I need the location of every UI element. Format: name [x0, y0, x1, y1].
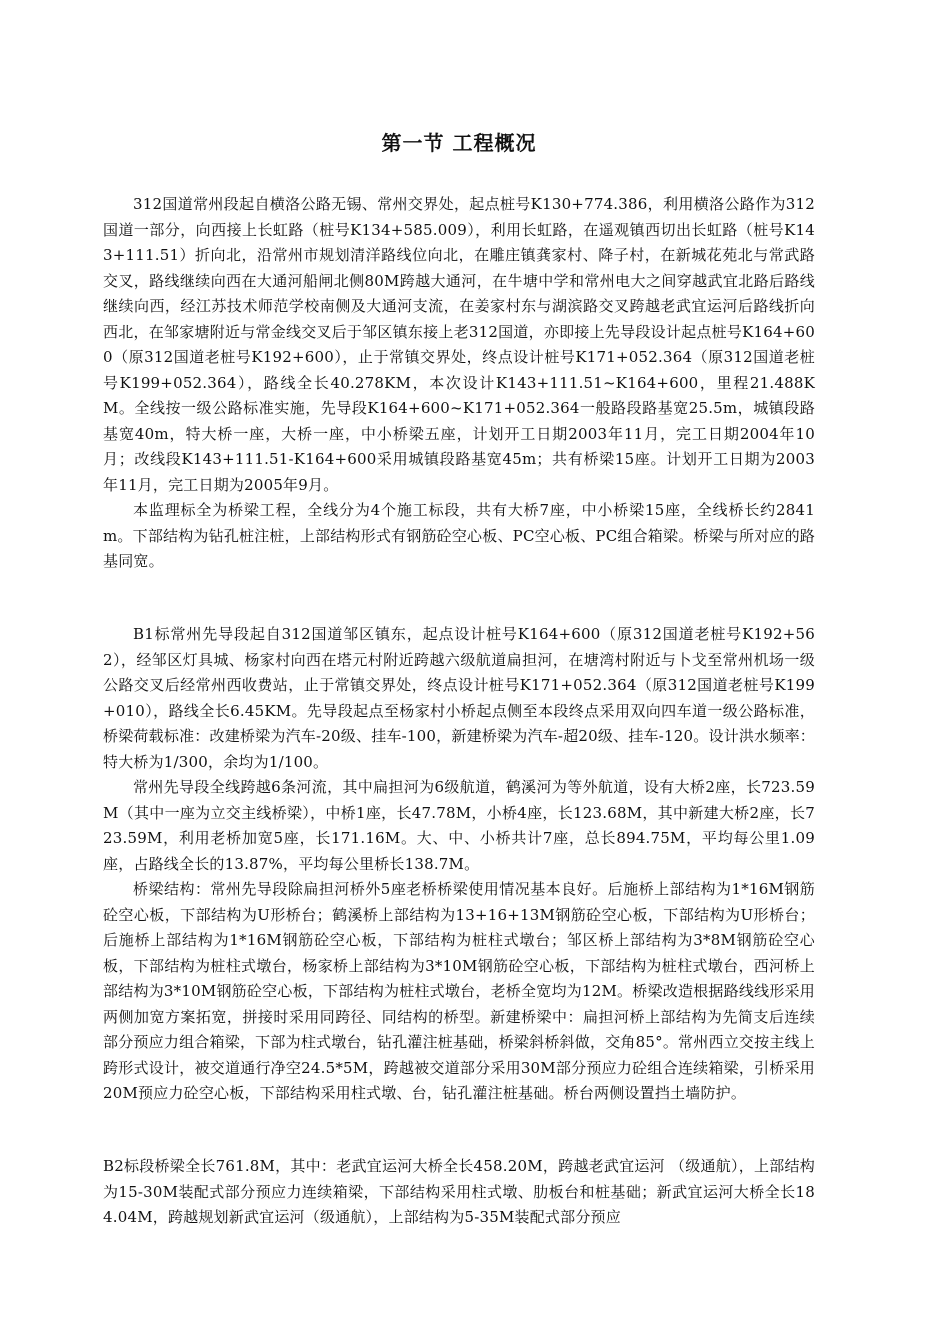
paragraph-b2-bridges: B2标段桥梁全长761.8M，其中：老武宜运河大桥全长458.20M，跨越老武宜运河 （级通航），上部结构为15-30M装配式部分预应力连续箱梁，下部结构采用柱式墩、肋板台和桩基础；新武宜运河大桥全长184.04M，跨越规划新武宜运河（级通航），上部结构为5-35M装配式部分预应 [103, 1157, 815, 1226]
paragraph-b1-bridge-structure: 桥梁结构：常州先导段除扁担河桥外5座老桥桥梁使用情况基本良好。后施桥上部结构为1*16M钢筋砼空心板，下部结构为U形桥台；鹤溪桥上部结构为13+16+13M钢筋砼空心板，下部结构为U形桥台；后施桥上部结构为1*16M钢筋砼空心板，下部结构为桩柱式墩台；邹区桥上部结构为3*8M钢筋砼空心板，下部结构为桩柱式墩台，杨家桥上部结构为3*10M钢筋砼空心板，下部结构为桩柱式墩台，西河桥上部结构为3*10M钢筋砼空心板，下部结构为桩柱式墩台，老桥全宽均为12M。桥梁改造根据路线线形采用两侧加宽方案拓宽，拼接时采用同跨径、同结构的桥型。新建桥梁中：扁担河桥上部结构为先简支后连续部分预应力组合箱梁，下部为柱式墩台，钻孔灌注桩基础，桥梁斜桥斜做，交角85°。常州西立交按主线上跨形式设计，被交道通行净空24.5*5M，跨越被交道部分采用30M部分预应力砼组合连续箱梁，引桥采用20M预应力砼空心板，下部结构采用柱式墩、台，钻孔灌注桩基础。桥台两侧设置挡土墙防护。 [103, 880, 815, 1102]
section-b1 [103, 622, 815, 1107]
section-b2 [103, 1154, 815, 1231]
paragraph-b1-rivers: 常州先导段全线跨越6条河流，其中扁担河为6级航道，鹤溪河为等外航道，设有大桥2座，长723.59M（其中一座为立交主线桥梁），中桥1座，长47.78M，小桥4座，长123.68M，其中新建大桥2座，长723.59M，利用老桥加宽5座，长171.16M。大、中、小桥共计7座，总长894.75M，平均每公里1.09座，占路线全长的13.87%，平均每公里桥长138.7M。 [103, 778, 815, 873]
paragraph-b1-route: B1标常州先导段起自312国道邹区镇东，起点设计桩号K164+600（原312国道老桩号K192+562），经邹区灯具城、杨家村向西在塔元村附近跨越六级航道扁担河，在塘湾村附近与卜戈至常州机场一级公路交叉后经常州西收费站，止于常镇交界处，终点设计桩号K171+052.364（原312国道老桩号K199+010），路线全长6.45KM。先导段起点至杨家村小桥起点侧至本段终点采用双向四车道一级公路标准，桥梁荷载标准：改建桥梁为汽车-20级、挂车-100，新建桥梁为汽车-超20级、挂车-120。设计洪水频率：特大桥为1/300，余均为1/100。 [103, 625, 815, 771]
page-title: 第一节 工程概况 [381, 131, 537, 155]
section-overview [103, 192, 815, 575]
paragraph-route-overview: 312国道常州段起自横洛公路无锡、常州交界处，起点桩号K130+774.386，利用横洛公路作为312国道一部分，向西接上长虹路（桩号K134+585.009），利用长虹路，在遥观镇西切出长虹路（桩号K143+111.51）折向北，沿常州市规划清洋路线位向北，在雕庄镇龚家村、降子村，在新城花苑北与常武路交叉，路线继续向西在大通河船闸北侧80M跨越大通河，在牛塘中学和常州电大之间穿越武宜北路后路线继续向西，经江苏技术师范学校南侧及大通河支流，在姜家村东与湖滨路交叉跨越老武宜运河后路线折向西北，在邹家塘附近与常金线交叉后于邹区镇东接上老312国道，亦即接上先导段设计起点桩号K164+600（原312国道老桩号K192+600），止于常镇交界处，终点设计桩号K171+052.364（原312国道老桩号K199+052.364），路线全长40.278KM，本次设计K143+111.51~K164+600，里程21.488KM。全线按一级公路标准实施，先导段K164+600~K171+052.364一般路段路基宽25.5m，城镇段路基宽40m，特大桥一座，大桥一座，中小桥梁五座，计划开工日期2003年11月，完工日期2004年10月；改线段K143+111.51-K164+600采用城镇段路基宽45m；共有桥梁15座。计划开工日期为2003年11月，完工日期为2005年9月。 [103, 195, 815, 494]
paragraph-supervision-scope: 本监理标全为桥梁工程，全线分为4个施工标段，共有大桥7座，中小桥梁15座，全线桥长约2841m。下部结构为钻孔桩注桩，上部结构形式有钢筋砼空心板、PC空心板、PC组合箱梁。桥梁与所对应的路基同宽。 [103, 501, 815, 570]
